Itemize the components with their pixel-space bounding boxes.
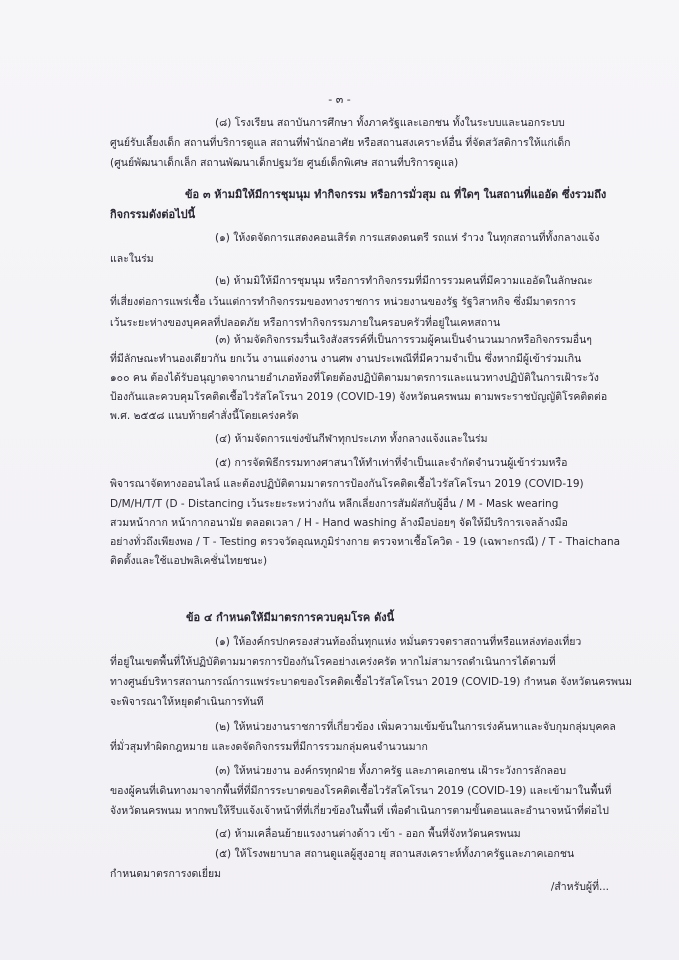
- text-line: เว้นระยะห่างของบุคคลที่ปลอดภัย หรือการทำกิจกรรมภายในครอบครัวที่อยู่ในเคหสถาน: [110, 317, 501, 329]
- text-line: (ศูนย์พัฒนาเด็กเล็ก สถานพัฒนาเด็กปฐมวัย ศูนย์เด็กพิเศษ สถานที่บริการดูแล): [110, 157, 459, 169]
- text-line: ที่มีลักษณะทำนองเดียวกัน ยกเว้น งานแต่งงาน งานศพ งานประเพณีที่มีความจำเป็น ซึ่งหากมีผู้เข้าร่วมเกิน: [110, 353, 582, 365]
- text-line: (๒) ให้หน่วยงานราชการที่เกี่ยวข้อง เพิ่มความเข้มข้นในการเร่งค้นหาและจับกุมกลุ่มบุคคล: [215, 721, 616, 733]
- text-line: ที่เสี่ยงต่อการแพร่เชื้อ เว้นแต่การทำกิจกรรมของทางราชการ หน่วยงานของรัฐ รัฐวิสาหกิจ ซึ่งมีมาตรการ: [110, 296, 576, 308]
- text-line: (๘) โรงเรียน สถาบันการศึกษา ทั้งภาครัฐและเอกชน ทั้งในระบบและนอกระบบ: [215, 117, 565, 129]
- text-line: ทางศูนย์บริหารสถานการณ์การแพร่ระบาดของโรคติดเชื้อไวรัสโคโรนา 2019 (COVID-19) กำหนด จังหวัดนครพนม: [110, 676, 633, 688]
- section-heading: ข้อ ๔ กำหนดให้มีมาตรการควบคุมโรค ดังนี้: [186, 611, 395, 624]
- text-line: (๑) ให้องค์กรปกครองส่วนท้องถิ่นทุกแห่ง หมั่นตรวจตราสถานที่หรือแหล่งท่องเที่ยว: [215, 636, 582, 648]
- text-line: ๑๐๐ คน ต้องได้รับอนุญาตจากนายอำเภอท้องที่โดยต้องปฏิบัติตามมาตรการและแนวทางปฏิบัติในการเฝ้าระวัง: [110, 372, 599, 384]
- text-line: (๑) ให้งดจัดการแสดงคอนเสิร์ต การแสดงดนตรี รถแห่ รำวง ในทุกสถานที่ทั้งกลางแจ้ง: [215, 232, 600, 244]
- text-line: ป้องกันและควบคุมโรคติดเชื้อไวรัสโคโรนา 2019 (COVID-19) จังหวัดนครพนม ตามพระราชบัญญัติโรคติดต่อ: [110, 391, 608, 403]
- text-line: (๓) ห้ามจัดกิจกรรมรื่นเริงสังสรรค์ที่เป็นการรวมผู้คนเป็นจำนวนมากหรือกิจกรรมอื่นๆ: [215, 334, 592, 346]
- continuation-note: /สำหรับผู้ที่...: [550, 881, 609, 893]
- text-line: สวมหน้ากาก หน้ากากอนามัย ตลอดเวลา / H - Hand washing ล้างมือบ่อยๆ จัดให้มีบริการเจลล้างมือ: [110, 517, 568, 529]
- section-heading: ข้อ ๓ ห้ามมิให้มีการชุมนุม ทำกิจกรรม หรือการมั่วสุม ณ ที่ใดๆ ในสถานที่แออัด ซึ่งรวมถึง: [185, 188, 607, 201]
- text-line: (๒) ห้ามมิให้มีการชุมนุม หรือการทำกิจกรรมที่มีการรวมคนที่มีความแออัดในลักษณะ: [215, 275, 593, 287]
- text-line: อย่างทั่วถึงเพียงพอ / T - Testing ตรวจวัดอุณหภูมิร่างกาย ตรวจหาเชื้อโควิด - 19 (เฉพาะกรณี) / T - Thaichana: [110, 536, 621, 548]
- text-line: (๔) ห้ามเคลื่อนย้ายแรงงานต่างด้าว เข้า - ออก พื้นที่จังหวัดนครพนม: [215, 828, 521, 840]
- text-line: ศูนย์รับเลี้ยงเด็ก สถานที่บริการดูแล สถานที่พำนักอาศัย หรือสถานสงเคราะห์อื่น ที่จัดสวัสดิการให้แก่เด็ก: [110, 137, 571, 149]
- text-line: และในร่ม: [110, 253, 154, 265]
- text-line: พิจารณาจัดทางออนไลน์ และต้องปฏิบัติตามมาตรการป้องกันโรคติดเชื้อไวรัสโคโรนา 2019 (COVID-19): [110, 478, 584, 490]
- text-line: ของผู้คนที่เดินทางมาจากพื้นที่ที่มีการระบาดของโรคติดเชื้อไวรัสโคโรนา 2019 (COVID-19) และเข้ามาในพื้นที่: [110, 785, 612, 797]
- text-line: D/M/H/T/T (D - Distancing เว้นระยะระหว่างกัน หลีกเลี่ยงการสัมผัสกับผู้อื่น / M - Mask wearing: [110, 498, 559, 510]
- text-line: (๓) ให้หน่วยงาน องค์กรทุกฝ่าย ทั้งภาครัฐ และภาคเอกชน เฝ้าระวังการลักลอบ: [215, 765, 566, 777]
- text-line: จะพิจารณาให้หยุดดำเนินการทันที: [110, 696, 264, 708]
- text-line: (๕) การจัดพิธีกรรมทางศาสนาให้ทำเท่าที่จำเป็นและจำกัดจำนวนผู้เข้าร่วมหรือ: [215, 457, 568, 469]
- text-line: กำหนดมาตรการงดเยี่ยม: [110, 868, 222, 880]
- text-line: พ.ศ. ๒๕๕๘ แนบท้ายคำสั่งนี้โดยเคร่งครัด: [110, 410, 299, 422]
- section-heading: กิจกรรมดังต่อไปนี้: [110, 208, 196, 221]
- text-line: ที่อยู่ในเขตพื้นที่ให้ปฏิบัติตามมาตรการป้องกันโรคอย่างเคร่งครัด หากไม่สามารถดำเนินการได้ตามที่: [110, 656, 556, 668]
- text-line: ที่มั่วสุมทำผิดกฎหมาย และงดจัดกิจกรรมที่มีการรวมกลุ่มคนจำนวนมาก: [110, 741, 428, 753]
- page-number: - ๓ -: [328, 93, 351, 106]
- text-line: (๕) ให้โรงพยาบาล สถานดูแลผู้สูงอายุ สถานสงเคราะห์ทั้งภาครัฐและภาคเอกชน: [215, 848, 575, 860]
- text-line: ติดตั้งและใช้แอปพลิเคชั่นไทยชนะ): [110, 555, 268, 567]
- text-line: จังหวัดนครพนม หากพบให้รีบแจ้งเจ้าหน้าที่ที่เกี่ยวข้องในพื้นที่ เพื่อดำเนินการตามขั้นตอนและอำนาจหน้าที่ต่อไป: [110, 805, 609, 817]
- text-line: (๔) ห้ามจัดการแข่งขันกีฬาทุกประเภท ทั้งกลางแจ้งและในร่ม: [215, 433, 488, 445]
